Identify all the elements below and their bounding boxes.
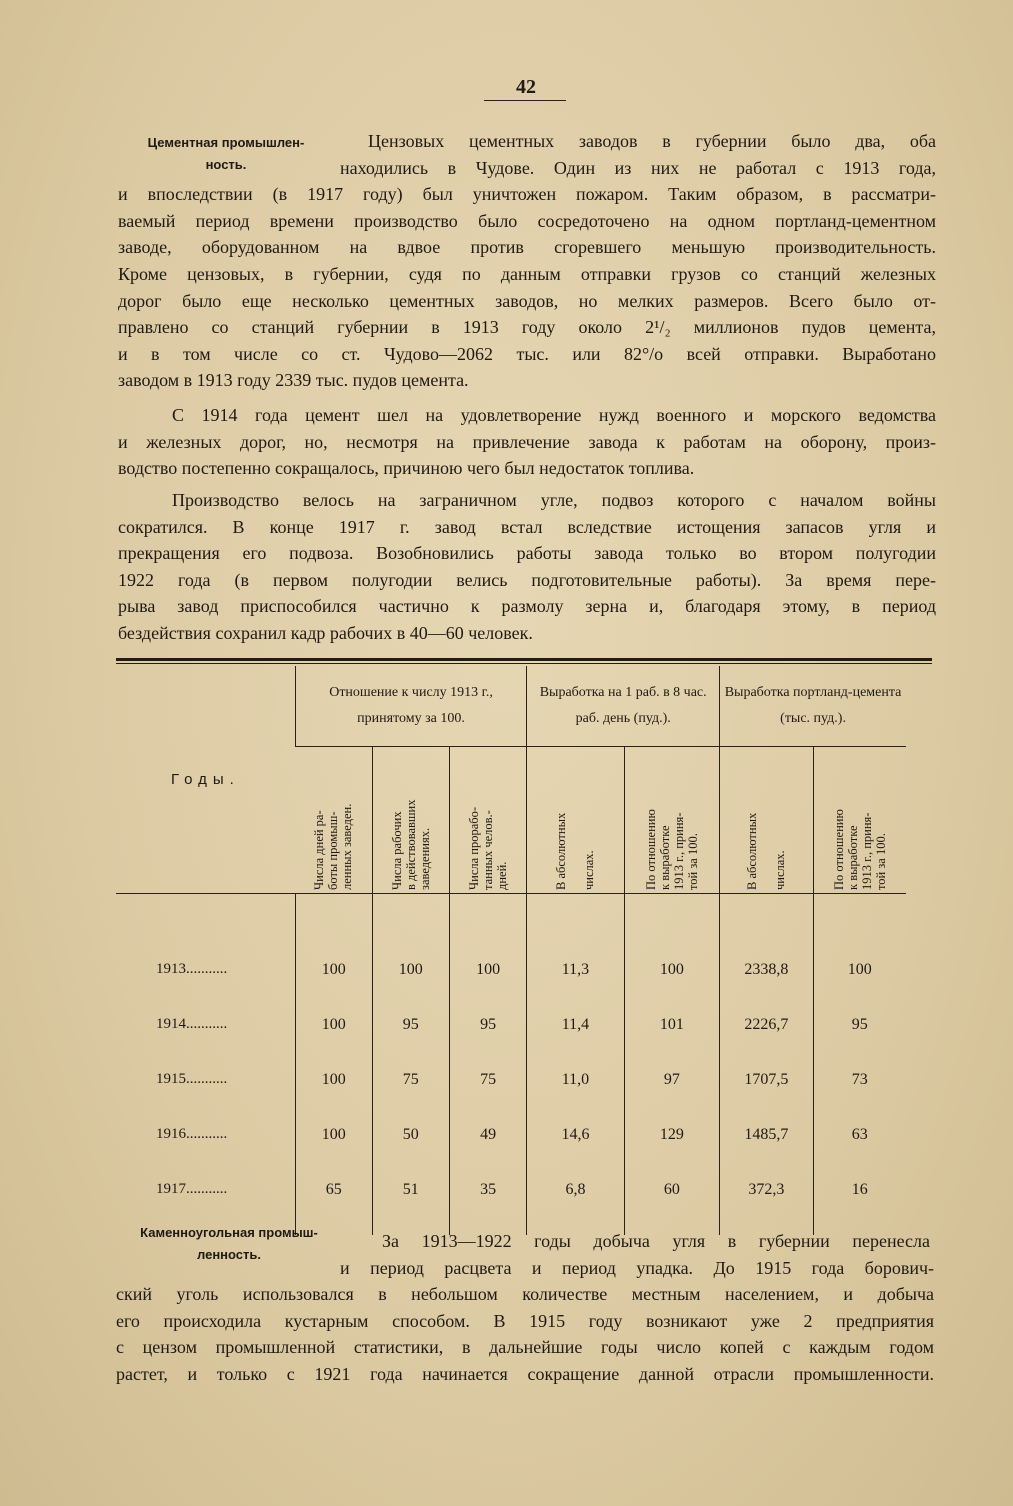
table-cell: 129: [624, 1107, 719, 1162]
margin-heading-line: Цементная промышлен-: [147, 135, 305, 150]
margin-heading-cement: [116, 132, 336, 176]
subheader-text: Числа рабочих в действовавших заведениях.: [389, 799, 432, 890]
cement-paragraph-2: [118, 402, 936, 482]
subheader-man-days: [449, 747, 526, 894]
table-cell: 101: [624, 997, 719, 1052]
subheader-per-worker-relative: [624, 747, 719, 894]
table-cell: 100: [372, 942, 449, 997]
table-cell: 95: [372, 997, 449, 1052]
group-header-relation: Отношение к числу 1913 г., принятому за 100.: [295, 666, 526, 747]
table-cell: 73: [813, 1052, 906, 1107]
table-cell: 1485,7: [720, 1107, 813, 1162]
text-line: рыва завод приспособился частично к размолу зерна и, благодаря этому, в период: [118, 596, 936, 617]
subheader-text: Числа дней ра- боты промыш- ленных заведен.: [312, 803, 355, 890]
text-line: 1922 года (в первом полугодии велись подготовительные работы). За время пере-: [118, 569, 936, 590]
text-line: бездействия сохранил кадр рабочих в 40—60 человек.: [118, 622, 533, 643]
text-line: ваемый период времени производство было сосредоточено на одном портланд-цементном: [118, 210, 936, 231]
table-cell: 100: [813, 942, 906, 997]
table-row: [116, 1107, 906, 1162]
text-line: сократился. В конце 1917 г. завод встал вследствие истощения запасов угля и: [118, 516, 936, 537]
text-line: прекращения его подвоза. Возобновились работы завода только во втором полугодии: [118, 543, 936, 564]
text-line: и период расцвета и период упадка. До 1915 года борович-: [340, 1257, 934, 1278]
table-cell: 100: [295, 942, 372, 997]
subheader-workers: [372, 747, 449, 894]
text-line: За 1913—1922 годы добыча угля в губернии перенесла: [382, 1231, 930, 1251]
year-cell: 1913...........: [156, 961, 228, 977]
table-cell: 14,6: [527, 1107, 624, 1162]
table-cell: 2338,8: [720, 942, 813, 997]
table-cell: 97: [624, 1052, 719, 1107]
text-line: правлено со станций губернии в 1913 году около 2¹/₂ миллионов пудов цемента,: [118, 317, 936, 338]
table-header-row: [116, 666, 906, 747]
table-cell: 51: [372, 1162, 449, 1217]
text-line: Кроме цензовых, в губернии, судя по данным отправки грузов со станций железных: [118, 263, 936, 284]
coal-intro-line: [382, 1228, 930, 1255]
table-cell: 100: [295, 997, 372, 1052]
text-line: растет, и только с 1921 года начинается сокращение данной отрасли промышленности.: [116, 1363, 934, 1384]
table-cell: 11,0: [527, 1052, 624, 1107]
table-cell: 75: [372, 1052, 449, 1107]
subheader-text: По отношению к выработке 1913 г., приня- той за 100.: [831, 809, 888, 890]
text-line: его происходила кустарным способом. В 1915 году возникают уже 2 предприятия: [116, 1310, 934, 1331]
table-cell: 1707,5: [720, 1052, 813, 1107]
table-row: [116, 942, 906, 997]
margin-heading-coal: [114, 1222, 344, 1266]
text-line: ский уголь использовался в небольшом количестве местным населением, и добыча: [116, 1284, 934, 1305]
subheader-text: Числа прорабо- танных челов.- дней.: [467, 806, 510, 890]
cement-paragraph-1: [118, 181, 936, 394]
table-cell: 372,3: [720, 1162, 813, 1217]
margin-heading-line: ленность.: [197, 1247, 261, 1262]
text-line: дорог было еще несколько цементных заводов, но мелких размеров. Всего было от-: [118, 290, 936, 311]
subheader-cement-relative: [813, 747, 906, 894]
subheader-workdays: [295, 747, 372, 894]
table-cell: 11,4: [527, 997, 624, 1052]
table-cell: 6,8: [527, 1162, 624, 1217]
table-cell: 95: [813, 997, 906, 1052]
table-top-rule: [116, 658, 932, 664]
table-cell: 95: [449, 997, 526, 1052]
table-cell: 60: [624, 1162, 719, 1217]
text-line: и в том числе со ст. Чудово—2062 тыс. или 82°/о всей отправки. Выработано: [118, 343, 936, 364]
table-cell: 49: [449, 1107, 526, 1162]
text-line: водство постепенно сокращалось, причиною чего был недостаток топлива.: [118, 458, 695, 479]
page-number: 42: [516, 76, 536, 98]
years-column-header: Годы.: [170, 771, 240, 788]
coal-intro-line-2: [340, 1255, 934, 1282]
table-cell: 35: [449, 1162, 526, 1217]
subheader-cement-absolute: [720, 747, 813, 894]
table-cell: 2226,7: [720, 997, 813, 1052]
group-header-cement-output: Выработка портланд-цемента (тыс. пуд.).: [720, 666, 906, 747]
margin-heading-line: Каменноугольная промыш-: [140, 1225, 318, 1240]
subheader-per-worker-absolute: [527, 747, 624, 894]
text-line: и железных дорог, но, несмотря на привлечение завода к работам на оборону, произ-: [118, 431, 936, 452]
text-line: Цензовых цементных заводов в губернии было два, оба: [368, 131, 936, 151]
table-cell: 11,3: [527, 942, 624, 997]
year-cell: 1916...........: [156, 1126, 228, 1142]
text-line: и впоследствии (в 1917 году) был уничтожен пожаром. Таким образом, в рассматри-: [118, 184, 936, 205]
year-cell: 1915...........: [156, 1071, 228, 1087]
text-line: с цензом промышленной статистики, в дальнейшие годы число копей с каждым годом: [116, 1337, 934, 1358]
table-cell: 63: [813, 1107, 906, 1162]
text-line: находились в Чудове. Один из них не работал с 1913 года,: [340, 157, 936, 178]
cement-intro-lines: [368, 128, 936, 155]
table-cell: 100: [624, 942, 719, 997]
text-line: Производство велось на заграничном угле, подвоз которого с началом войны: [172, 490, 936, 510]
table-cell: 65: [295, 1162, 372, 1217]
table-row: [116, 997, 906, 1052]
year-cell: 1914...........: [156, 1016, 228, 1032]
coal-paragraph: [116, 1281, 934, 1387]
cement-statistics-table: [116, 666, 906, 1235]
text-line: С 1914 года цемент шел на удовлетворение нужд военного и морского ведомства: [172, 405, 936, 425]
cement-paragraph-3: [118, 487, 936, 647]
year-cell: 1917...........: [156, 1181, 228, 1197]
subheader-text: В абсолютных числах.: [745, 812, 788, 890]
text-line: заводе, оборудованном на вдвое против сгоревшего меньшую производительность.: [118, 237, 936, 258]
table-cell: 100: [295, 1107, 372, 1162]
table-cell: 100: [449, 942, 526, 997]
table-spacer-row: [116, 894, 906, 943]
table-cell: 50: [372, 1107, 449, 1162]
page-number-rule: [484, 100, 566, 101]
text-line: заводом в 1913 году 2339 тыс. пудов цемента.: [118, 370, 469, 391]
table-cell: 75: [449, 1052, 526, 1107]
group-header-output-per-worker: Выработка на 1 раб. в 8 час. раб. день (пуд.).: [527, 666, 720, 747]
table-row: [116, 1052, 906, 1107]
subheader-text: В абсолютных числах.: [554, 812, 597, 890]
margin-heading-line: ность.: [205, 157, 247, 172]
subheader-text: По отношению к выработке 1913 г., приня- той за 100.: [643, 809, 700, 890]
table-cell: 16: [813, 1162, 906, 1217]
table-cell: 100: [295, 1052, 372, 1107]
table-row: [116, 1162, 906, 1217]
cement-intro-lines-2: [340, 155, 936, 182]
